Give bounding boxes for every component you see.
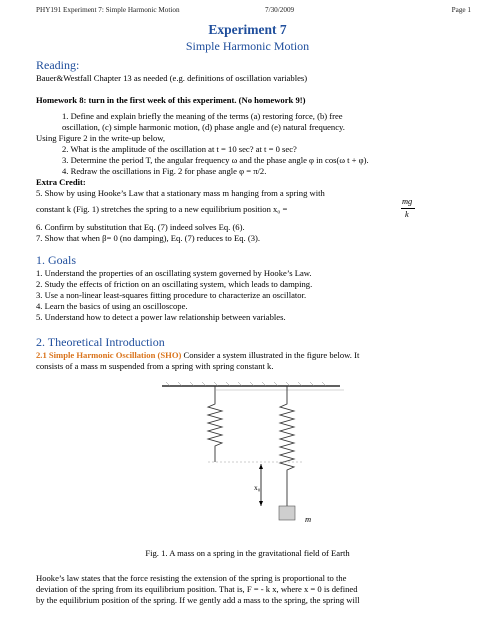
sho-subsection-heading: 2.1 Simple Harmonic Oscillation (SHO) (36, 350, 182, 360)
goal-5: 5. Understand how to detect a power law relationship between variables. (36, 312, 286, 322)
reading-text: Bauer&Westfall Chapter 13 as needed (e.g. definitions of oscillation variables) (36, 73, 308, 83)
sho-paragraph-line1 (36, 350, 359, 361)
goals-heading: 1. Goals (36, 253, 76, 267)
homework-item-3: 3. Determine the period T, the angular frequency ω and the phase angle φ in cos(ω t + φ). (62, 155, 369, 165)
figure-1-caption: Fig. 1. A mass on a spring in the gravitational field of Earth (145, 548, 350, 558)
theory-heading: 2. Theoretical Introduction (36, 335, 165, 349)
hooke-paragraph-line2: deviation of the spring from its equilibrium position. That is, F = - k x, where x = 0 is defined (36, 584, 358, 594)
x0-arrow-head-down (259, 501, 263, 506)
page-header (36, 6, 471, 16)
ceiling-hatching (166, 382, 326, 386)
header-page-number: Page 1 (451, 6, 471, 14)
x0-label: x₀ (254, 483, 261, 492)
goal-4: 4. Learn the basics of using an oscilloscope. (36, 301, 188, 311)
fraction-numerator: mg (402, 197, 413, 206)
goal-2: 2. Study the effects of friction on an oscillating system, which leads to damping. (36, 279, 313, 289)
goal-1: 1. Understand the properties of an oscillating system governed by Hooke’s Law. (36, 268, 312, 278)
mass-label: m (305, 514, 312, 524)
sho-paragraph-line2: consists of a mass m suspended from a spring with spring constant k. (36, 361, 274, 371)
sho-intro-text: Consider a system illustrated in the figure below. It (181, 350, 360, 360)
extra-item-5b: constant k (Fig. 1) stretches the spring to a new equilibrium position x₀ = (36, 204, 288, 214)
homework-item-2: 2. What is the amplitude of the oscillation at t = 10 sec? at t = 0 sec? (62, 144, 297, 154)
left-spring (208, 386, 222, 462)
extra-item-6: 6. Confirm by substitution that Eq. (7) indeed solves Eq. (6). (36, 222, 245, 232)
homework-item-1b: oscillation, (c) simple harmonic motion, (d) phase angle and (e) natural frequency. (62, 122, 345, 132)
hooke-paragraph-line3: by the equilibrium position of the spring. If we gently add a mass to the spring, the spring will (36, 595, 360, 605)
extra-item-5a: 5. Show by using Hooke’s Law that a stationary mass m hanging from a spring with (36, 188, 325, 198)
goal-3: 3. Use a non-linear least-squares fitting procedure to characterize an oscillator. (36, 290, 307, 300)
homework-heading: Homework 8: turn in the first week of this experiment. (No homework 9!) (36, 95, 306, 105)
homework-figure-note: Using Figure 2 in the write-up below, (36, 133, 166, 143)
fraction-denominator: k (405, 210, 409, 219)
document-subtitle: Simple Harmonic Motion (185, 39, 310, 53)
fraction-bar (401, 208, 415, 209)
document-title: Experiment 7 (208, 22, 287, 37)
extra-item-7: 7. Show that when β= 0 (no damping), Eq. (7) reduces to Eq. (3). (36, 233, 261, 243)
homework-item-4: 4. Redraw the oscillations in Fig. 2 for phase angle φ = π/2. (62, 166, 267, 176)
reading-heading: Reading: (36, 58, 80, 72)
hanging-mass (279, 506, 295, 520)
spring-figure (150, 380, 350, 540)
header-course: PHY191 Experiment 7: Simple Harmonic Motion (36, 6, 180, 14)
extra-credit-heading: Extra Credit: (36, 177, 86, 187)
header-date: 7/30/2009 (265, 6, 295, 14)
homework-item-1a: 1. Define and explain briefly the meaning of the terms (a) restoring force, (b) free (62, 111, 343, 121)
hooke-paragraph-line1: Hooke’s law states that the force resisting the extension of the spring is proportional to the (36, 573, 347, 583)
x0-arrow-head-up (259, 464, 263, 469)
right-spring (280, 386, 294, 506)
